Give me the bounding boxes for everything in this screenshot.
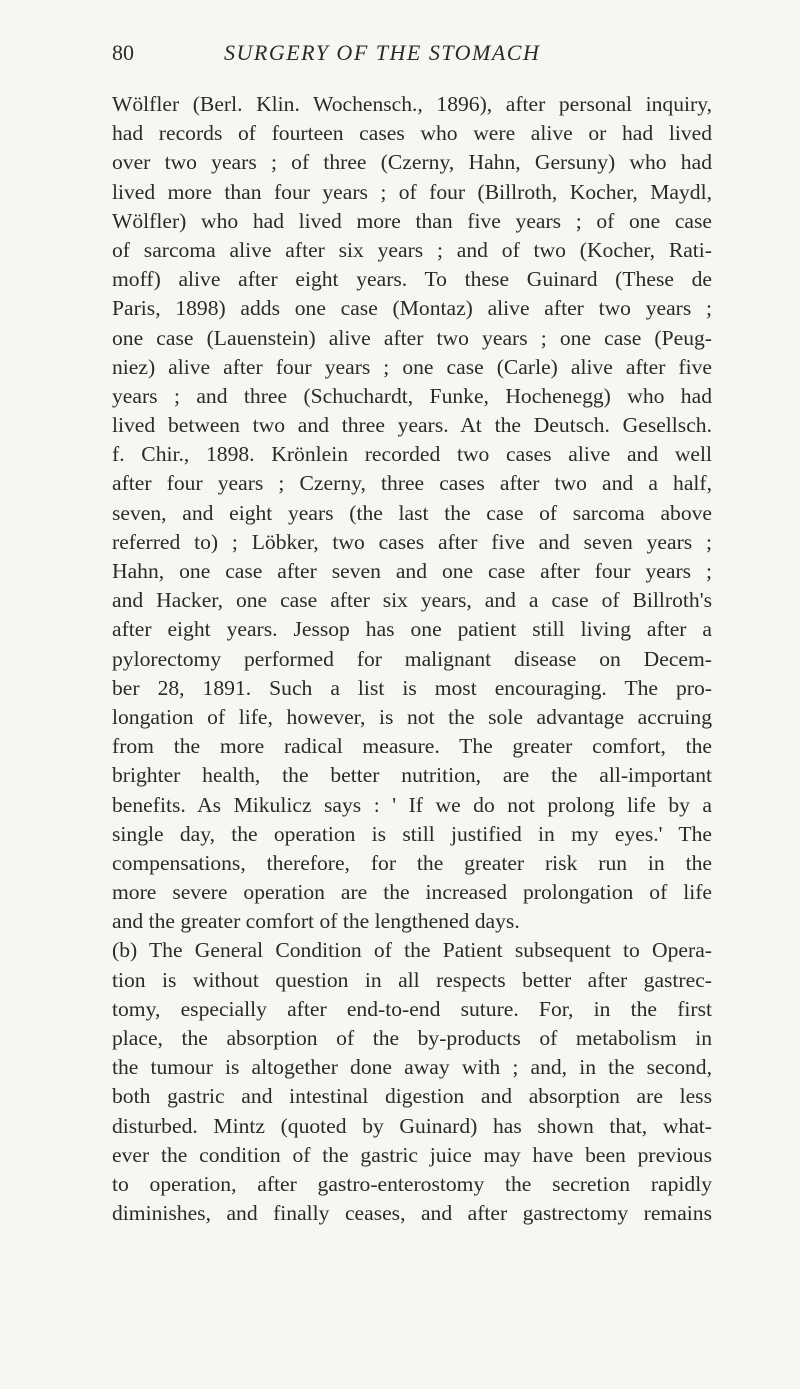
text-line: of sarcoma alive after six years ; and of two (Kocher, Rati- — [112, 237, 712, 262]
text-line: benefits. As Mikulicz says : ' If we do not prolong life by a — [112, 792, 712, 817]
text-line: diminishes, and finally ceases, and after gastrectomy remains — [112, 1201, 712, 1226]
text-line: both gastric and intestinal digestion and absorption are less — [112, 1084, 712, 1109]
text-line: ber 28, 1891. Such a list is most encouraging. The pro- — [112, 675, 712, 700]
text-line: years ; and three (Schuchardt, Funke, Hochenegg) who had — [112, 383, 712, 408]
text-line: single day, the operation is still justified in my eyes.' The — [112, 821, 712, 846]
text-line: disturbed. Mintz (quoted by Guinard) has shown that, what- — [112, 1113, 712, 1138]
running-head — [112, 38, 712, 68]
running-title: SURGERY OF THE STOMACH — [224, 40, 541, 65]
text-line: and the greater comfort of the lengthened days. — [112, 909, 520, 934]
text-line: tomy, especially after end-to-end suture. For, in the first — [112, 996, 712, 1021]
text-line: seven, and eight years (the last the case of sarcoma above — [112, 500, 712, 525]
text-line: one case (Lauenstein) alive after two years ; one case (Peug- — [112, 325, 712, 350]
text-line: Wölfler) who had lived more than five years ; of one case — [112, 208, 712, 233]
body-text — [112, 90, 712, 1228]
text-line: f. Chir., 1898. Krönlein recorded two cases alive and well — [112, 442, 712, 467]
text-line: after four years ; Czerny, three cases after two and a half, — [112, 471, 712, 496]
text-line: after eight years. Jessop has one patient still living after a — [112, 617, 712, 642]
text-line: over two years ; of three (Czerny, Hahn, Gersuny) who had — [112, 150, 712, 175]
text-line: place, the absorption of the by-products of metabolism in — [112, 1026, 712, 1050]
text-line: niez) alive after four years ; one case (Carle) alive after five — [112, 354, 712, 379]
text-line: to operation, after gastro-enterostomy the secretion rapidly — [112, 1171, 712, 1196]
text-line: moff) alive after eight years. To these Guinard (These de — [112, 267, 712, 292]
text-line: referred to) ; Löbker, two cases after five and seven years ; — [112, 529, 712, 554]
page-number: 80 — [112, 40, 134, 65]
text-line: Paris, 1898) adds one case (Montaz) alive after two years ; — [112, 296, 712, 321]
text-line: Hahn, one case after seven and one case after four years ; — [112, 559, 712, 583]
text-line: the tumour is altogether done away with ; and, in the second, — [112, 1055, 712, 1080]
text-line: brighter health, the better nutrition, are the all-important — [112, 763, 712, 788]
text-line: ever the condition of the gastric juice may have been previous — [112, 1142, 712, 1167]
text-line: more severe operation are the increased prolongation of life — [112, 880, 712, 905]
text-line: from the more radical measure. The greater comfort, the — [112, 734, 712, 759]
text-line: longation of life, however, is not the sole advantage accruing — [112, 704, 712, 729]
text-line: and Hacker, one case after six years, and a case of Billroth's — [112, 588, 712, 613]
section-heading-line: (b) The General Condition of the Patient subsequent to Opera- — [112, 938, 712, 963]
text-line: Wölfler (Berl. Klin. Wochensch., 1896), after personal inquiry, — [112, 92, 712, 116]
text-line: compensations, therefore, for the greater risk run in the — [112, 850, 712, 875]
text-line: lived between two and three years. At the Deutsch. Gesellsch. — [112, 413, 712, 438]
text-line: lived more than four years ; of four (Billroth, Kocher, Maydl, — [112, 179, 712, 204]
text-line: pylorectomy performed for malignant disease on Decem- — [112, 646, 712, 671]
text-line: tion is without question in all respects better after gastrec- — [112, 967, 712, 992]
text-line: had records of fourteen cases who were alive or had lived — [112, 121, 712, 146]
